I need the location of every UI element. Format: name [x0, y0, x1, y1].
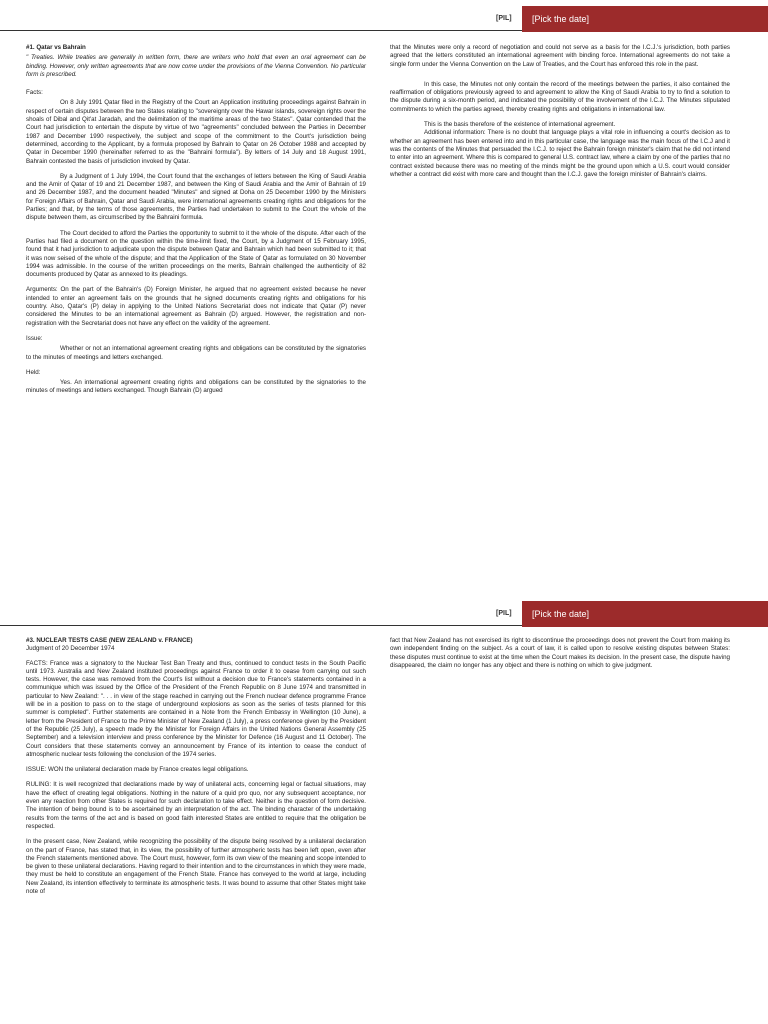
date-picker-field[interactable]: [Pick the date] — [522, 601, 768, 627]
facts-paragraph-2: By a Judgment of 1 July 1994, the Court found that the exchanges of letters between the King of Saudi Arabia and the Amir of Qatar of 19 and 21 December 1987, and between the King of Saudi Arabia and the Amir of Bahrain of 19 and 26 December 1987, and the document headed "Minutes" and signed at Doha on 25 December 1990 by the Ministers for Foreign Affairs of Bahrain, Qatar and Saudi Arabia, were international agreements creating rights and obligations for the Parties; and that, by the terms of those agreements, the Parties had undertaken to submit to the Court the whole of the dispute between them, as circumscribed by the Bahraini formula. — [26, 172, 366, 222]
right-paragraph-1: fact that New Zealand has not exercised its right to discontinue the proceedings does not prevent the Court from making its own independent finding on the subject. As a court of law, it is called upon to resolve existing disputes between States: these disputes must continue to exist at the time when the Court makes its decision. In the present case, the dispute having disappeared, the claim no longer has any object and there is nothing on which to give judgment. — [390, 637, 730, 669]
right-column — [390, 44, 730, 186]
held-label: Held: — [26, 368, 41, 376]
case-title: #3. NUCLEAR TESTS CASE (NEW ZEALAND v. FRANCE) — [26, 637, 193, 644]
case-title: #1. Qatar vs Bahrain — [26, 44, 86, 51]
arguments-paragraph: Arguments: On the part of the Bahrain's (D) Foreign Minister, he argued that no agreement existed because he never intended to enter an agreement fails on the grounds that he signed documents creating rights and obligations for his country. Also, Qatar's (P) delay in applying to the United Nations Secretariat does not indicate that Qatar (P) never considered the Minutes to be an international agreement as Bahrain (D) argued. However, the registration and non-registration with the Secretariat does not have any effect on the validity of the agreement. — [26, 286, 366, 327]
case-subtitle: Judgment of 20 December 1974 — [26, 645, 115, 653]
facts-paragraph-1: On 8 July 1991 Qatar filed in the Registry of the Court an Application instituting proceedings against Bahrain in respect of certain disputes between the two States relating to "sovereignty over the Hawar islands, sovereign rights over the shoals of Dibal and Qit'at Jaradah, and the delimitation of the maritime areas of the two States". Qatar contended that the Court had jurisdiction to entertain the dispute by virtue of two "agreements" concluded between the Parties in December 1987 and December 1990 respectively, the subject and scope of the commitment to the Court's jurisdiction being determined, according to the Applicant, by a formula proposed by Bahrain to Qatar on 26 October 1988 and accepted by Qatar in December 1990 (hereinafter referred to as the "Bahraini formula"). By letters of 14 July and 18 August 1991, Bahrain contested the basis of jurisdiction invoked by Qatar. — [26, 99, 366, 165]
left-column — [26, 637, 366, 903]
facts-paragraph-3: The Court decided to afford the Parties the opportunity to submit to it the whole of the dispute. After each of the Parties had filed a document on the question within the time-limit fixed, the Court, by a Judgment of 15 February 1995, found that it had jurisdiction to adjudicate upon the dispute between Qatar and Bahrain which had been submitted to it; that it was now seised of the whole of the dispute; and that the Application of the State of Qatar as formulated on 30 November 1994 was admissible. In the course of the written proceedings on the merits, Bahrain challenged the authenticity of 82 documents produced by Qatar as annexed to its pleadings. — [26, 229, 366, 279]
right-paragraph-4: Additional information: There is no doubt that language plays a vital role in influencing a court's decision as to whether an agreement has been entered into and in this particular case, the language was the main focus of the I.C.J and it was the contents of the Minutes that persuaded the I.C.J. to reject the Bahrain foreign minister's claim that he did not intend to enter into an agreement. Where this is compared to general U.S. contract law, where a claim by one of the parties that no contract existed because there was no meeting of the minds might be the ground upon which a U.S. court would consider whether a contract did exist with more care and thought than the I.C.J. gave the foreign minister of Bahrain's claims. — [390, 129, 730, 178]
right-column — [390, 637, 730, 677]
page-header — [0, 6, 768, 34]
held-paragraph: Yes. An international agreement creating rights and obligations can be constituted by the signatories to the minutes of meetings and letters exchanged. Though Bahrain (D) argued — [26, 379, 366, 395]
facts-label: Facts: — [26, 89, 43, 97]
header-rule — [0, 30, 522, 31]
case-note: " Treaties. While treaties are generally in written form, there are writers who hold that even an oral agreement can be binding. However, only written agreements that are now come under the provisions of the Vienna Convention. No particular form is prescribed. — [26, 54, 366, 78]
ruling-paragraph: RULING: It is well recognized that declarations made by way of unilateral acts, concerning legal or factual situations, may have the effect of creating legal obligations. Nothing in the nature of a quid pro quo, nor any subsequent acceptance, nor even any reaction from other States is required for such declaration to take effect. Neither is the question of form decisive. The intention of being bound is to be ascertained by an interpretation of the act. The binding character of the undertaking results from the terms of the act and is based on good faith interested States are entitled to require that the obligation be respected. — [26, 781, 366, 830]
facts-paragraph: FACTS: France was a signatory to the Nuclear Test Ban Treaty and thus, continued to conduct tests in the South Pacific until 1973. Australia and New Zealand instituted proceedings against France to order it to cease from carrying out such tests. However, the case was removed from the Court's list without a decision due to France's statements contained in a communique which was issued by the Office of the President of the French Republic on 8 June 1974 and transmitted in particular to New Zealand: ". . . in view of the stage reached in carrying out the French nuclear defence programme France will be in a position to pass on to the stage of underground explosions as soon as the series of tests planned for this summer is completed". Further statements are contained in a Note from the French Embassy in Wellington (10 June), a letter from the President of France to the Prime Minister of New Zealand (1 July), a press conference given by the President of the Republic (25 July), a speech made by the Minister for Foreign Affairs in the United Nations General Assembly (25 September) and a television interview and press conference by the Minister for Defence (16 August and 11 October). The Court considers that these statements convey an announcement by France of its intention to cease the conduct of atmospheric nuclear tests following the conclusion of the 1974 series. — [26, 659, 366, 758]
issue-paragraph: ISSUE: WON the unilateral declaration made by France creates legal obligations. — [26, 766, 249, 774]
page-header — [0, 601, 768, 629]
pil-tag: [PIL] — [496, 15, 512, 22]
right-paragraph-3: This is the basis therefore of the existence of international agreement. — [424, 121, 616, 129]
header-rule — [0, 625, 522, 626]
date-picker-field[interactable]: [Pick the date] — [522, 6, 768, 32]
issue-paragraph: Whether or not an international agreement creating rights and obligations can be constituted by the signatories to the minutes of meetings and letters exchanged. — [26, 345, 366, 361]
right-paragraph-2: In this case, the Minutes not only contain the record of the meetings between the parties, it also contained the reaffirmation of obligations previously agreed to and agreement to allow the King of Saudi Arabia to try to find a solution to the dispute during a six-month period, and indicated the possibility of the involvement of the I.C.J. The Minutes stipulated commitments to which the parties agreed, thereby creating rights and obligations in international law. — [390, 80, 730, 113]
left-column — [26, 44, 366, 403]
present-case-paragraph: In the present case, New Zealand, while recognizing the possibility of the dispute being resolved by a unilateral declaration on the part of France, has stated that, in its view, the possibility of further atmospheric tests has been left open, even after the French statements mentioned above. The Court must, however, form its own view of the meaning and scope intended to be given to these unilateral declarations. Having regard to their intention and to the circumstances in which they were made, they must be held to constitute an engagement of the French State. France has conveyed to the world at large, including New Zealand, its intention effectively to terminate its atmospheric tests. It was bound to assume that other States might take note of — [26, 838, 366, 896]
document-page-2 — [0, 595, 768, 1024]
issue-label: Issue: — [26, 334, 43, 342]
pil-tag: [PIL] — [496, 610, 512, 617]
right-paragraph-1: that the Minutes were only a record of negotiation and could not serve as a basis for the I.C.J.'s jurisdiction, both parties agreed that the letters constituted an international agreement with binding force. International agreements do not take a single form under the Vienna Convention on the Law of Treaties, and the Court has enforced this role in the past. — [390, 44, 730, 68]
